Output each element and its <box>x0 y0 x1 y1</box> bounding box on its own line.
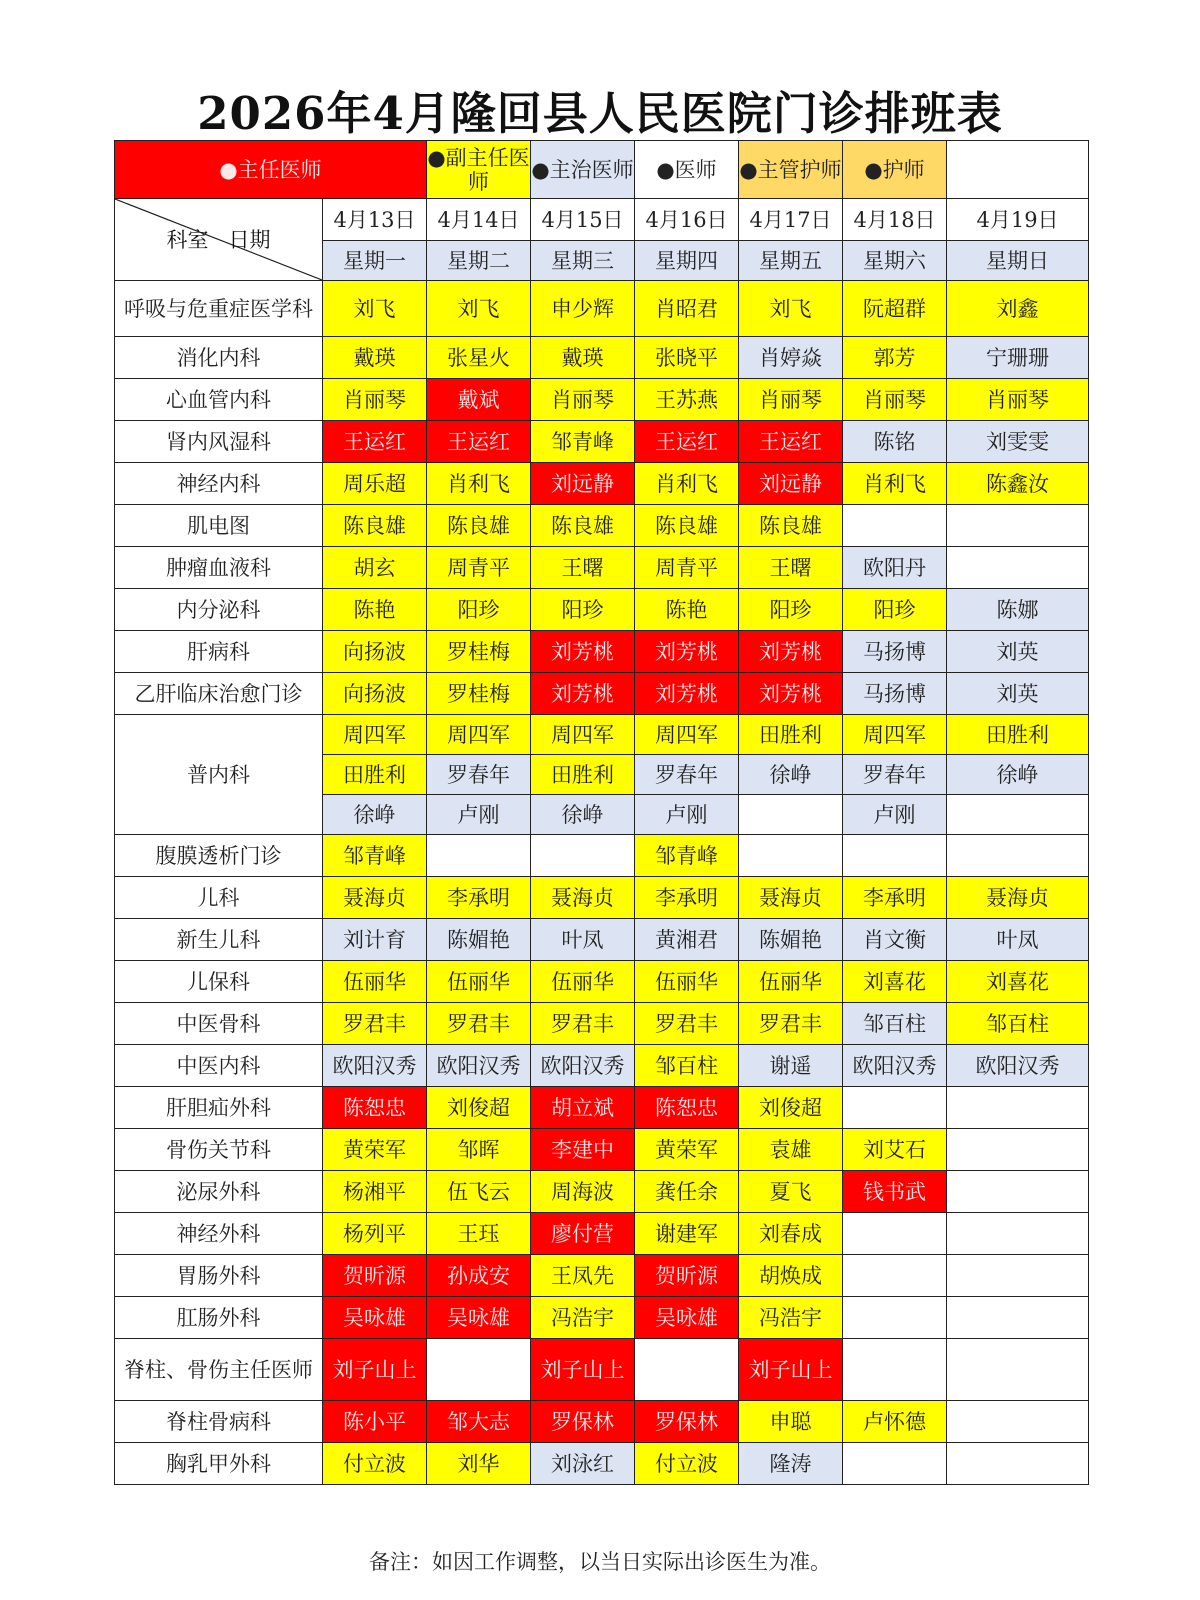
doctor-cell: 马扬博 <box>843 673 947 715</box>
doctor-cell: 吴咏雄 <box>635 1297 739 1339</box>
doctor-cell: 李建中 <box>531 1129 635 1171</box>
doctor-cell: 刘子山上 <box>323 1339 427 1401</box>
doctor-cell: 王凤先 <box>531 1255 635 1297</box>
doctor-cell <box>947 1129 1089 1171</box>
doctor-cell: 王曙 <box>531 547 635 589</box>
doctor-cell: 刘艾石 <box>843 1129 947 1171</box>
table-row <box>115 505 1089 547</box>
department-name: 骨伤关节科 <box>115 1129 323 1171</box>
doctor-cell: 欧阳汉秀 <box>947 1045 1089 1087</box>
doctor-cell: 付立波 <box>323 1443 427 1485</box>
doctor-cell: 欧阳丹 <box>843 547 947 589</box>
doctor-cell: 伍丽华 <box>323 961 427 1003</box>
doctor-cell: 刘远静 <box>531 463 635 505</box>
doctor-cell: 邹大志 <box>427 1401 531 1443</box>
doctor-cell: 邹青峰 <box>323 835 427 877</box>
department-name: 肾内风湿科 <box>115 421 323 463</box>
doctor-cell: 罗保林 <box>635 1401 739 1443</box>
diagonal-line <box>115 199 322 280</box>
doctor-cell: 刘芳桃 <box>531 631 635 673</box>
doctor-cell <box>947 1255 1089 1297</box>
page-title: 2026年4月隆回县人民医院门诊排班表 <box>197 87 1003 140</box>
department-name: 消化内科 <box>115 337 323 379</box>
doctor-cell: 肖丽琴 <box>323 379 427 421</box>
doctor-cell <box>635 1339 739 1401</box>
doctor-cell: 伍丽华 <box>531 961 635 1003</box>
doctor-cell <box>947 1339 1089 1401</box>
department-name: 肛肠外科 <box>115 1297 323 1339</box>
footnote: 备注：如因工作调整，以当日实际出诊医生为准。 <box>369 1550 831 1574</box>
doctor-cell: 肖婷焱 <box>739 337 843 379</box>
doctor-cell: 黄湘君 <box>635 919 739 961</box>
table-row <box>115 1255 1089 1297</box>
doctor-cell: 欧阳汉秀 <box>531 1045 635 1087</box>
department-name: 肿瘤血液科 <box>115 547 323 589</box>
doctor-cell: 冯浩宇 <box>739 1297 843 1339</box>
doctor-cell: 刘春成 <box>739 1213 843 1255</box>
doctor-cell: 向扬波 <box>323 631 427 673</box>
doctor-cell: 聂海贞 <box>323 877 427 919</box>
doctor-cell <box>739 835 843 877</box>
table-row <box>115 1443 1089 1485</box>
doctor-cell: 刘远静 <box>739 463 843 505</box>
department-name: 腹膜透析门诊 <box>115 835 323 877</box>
table-row <box>115 1213 1089 1255</box>
doctor-cell: 吴咏雄 <box>323 1297 427 1339</box>
table-row <box>115 673 1089 715</box>
doctor-cell: 吴咏雄 <box>427 1297 531 1339</box>
doctor-cell: 肖丽琴 <box>531 379 635 421</box>
table-row <box>115 877 1089 919</box>
table-row <box>115 463 1089 505</box>
doctor-cell: 聂海贞 <box>531 877 635 919</box>
doctor-cell: 王运红 <box>323 421 427 463</box>
doctor-cell: 卢刚 <box>843 795 947 835</box>
doctor-cell: 刘飞 <box>427 281 531 337</box>
doctor-cell: 戴瑛 <box>531 337 635 379</box>
doctor-cell: 隆涛 <box>739 1443 843 1485</box>
doctor-cell <box>843 505 947 547</box>
doctor-cell: 田胜利 <box>531 755 635 795</box>
table-row <box>115 337 1089 379</box>
doctor-cell: 戴瑛 <box>323 337 427 379</box>
doctor-cell: 王运红 <box>739 421 843 463</box>
doctor-cell: 周四军 <box>531 715 635 755</box>
corner-header <box>115 199 323 281</box>
department-name: 肌电图 <box>115 505 323 547</box>
doctor-cell: 罗桂梅 <box>427 631 531 673</box>
table-row <box>115 1297 1089 1339</box>
table-row <box>115 715 1089 755</box>
doctor-cell: 叶凤 <box>947 919 1089 961</box>
doctor-cell: 刘英 <box>947 631 1089 673</box>
doctor-cell: 欧阳汉秀 <box>427 1045 531 1087</box>
table-row <box>115 421 1089 463</box>
doctor-cell: 肖丽琴 <box>843 379 947 421</box>
doctor-cell <box>947 1401 1089 1443</box>
doctor-cell: 胡玄 <box>323 547 427 589</box>
doctor-cell: 肖利飞 <box>427 463 531 505</box>
legend-cell: ●副主任医师 <box>427 141 531 199</box>
doctor-cell: 周海波 <box>531 1171 635 1213</box>
doctor-cell: 陈媚艳 <box>427 919 531 961</box>
date-header: 4月19日 <box>947 199 1089 241</box>
doctor-cell: 陈良雄 <box>427 505 531 547</box>
weekday-header: 星期三 <box>531 241 635 281</box>
doctor-cell: 阳珍 <box>427 589 531 631</box>
doctor-cell: 陈艳 <box>635 589 739 631</box>
doctor-cell: 戴斌 <box>427 379 531 421</box>
doctor-cell: 肖丽琴 <box>947 379 1089 421</box>
doctor-cell: 杨列平 <box>323 1213 427 1255</box>
doctor-cell: 刘俊超 <box>739 1087 843 1129</box>
department-name: 内分泌科 <box>115 589 323 631</box>
doctor-cell: 陈良雄 <box>635 505 739 547</box>
doctor-cell <box>947 1213 1089 1255</box>
doctor-cell: 张晓平 <box>635 337 739 379</box>
doctor-cell: 周四军 <box>635 715 739 755</box>
department-name: 胸乳甲外科 <box>115 1443 323 1485</box>
date-header: 4月15日 <box>531 199 635 241</box>
table-row <box>115 1087 1089 1129</box>
doctor-cell: 邹青峰 <box>531 421 635 463</box>
doctor-cell: 欧阳汉秀 <box>843 1045 947 1087</box>
legend-cell: ●医师 <box>635 141 739 199</box>
table-row <box>115 835 1089 877</box>
doctor-cell <box>947 1171 1089 1213</box>
doctor-cell: 王运红 <box>427 421 531 463</box>
doctor-cell: 罗桂梅 <box>427 673 531 715</box>
doctor-cell: 谢遥 <box>739 1045 843 1087</box>
doctor-cell: 刘喜花 <box>947 961 1089 1003</box>
table-row <box>115 1171 1089 1213</box>
corner-dept-label: 科室 <box>166 227 209 252</box>
corner-date-label: 日期 <box>228 227 271 252</box>
doctor-cell: 刘芳桃 <box>739 673 843 715</box>
doctor-cell: 罗君丰 <box>427 1003 531 1045</box>
doctor-cell: 陈娜 <box>947 589 1089 631</box>
doctor-cell: 罗君丰 <box>739 1003 843 1045</box>
doctor-cell <box>843 1339 947 1401</box>
legend-cell: ●主管护师 <box>739 141 843 199</box>
doctor-cell: 周青平 <box>635 547 739 589</box>
doctor-cell: 冯浩宇 <box>531 1297 635 1339</box>
doctor-cell: 申少辉 <box>531 281 635 337</box>
doctor-cell: 李承明 <box>427 877 531 919</box>
doctor-cell: 刘飞 <box>323 281 427 337</box>
doctor-cell: 肖昭君 <box>635 281 739 337</box>
doctor-cell: 贺昕源 <box>323 1255 427 1297</box>
table-row <box>115 1045 1089 1087</box>
table-row <box>115 961 1089 1003</box>
doctor-cell: 王曙 <box>739 547 843 589</box>
doctor-cell: 刘鑫 <box>947 281 1089 337</box>
department-name: 新生儿科 <box>115 919 323 961</box>
doctor-cell: 王珏 <box>427 1213 531 1255</box>
date-header: 4月13日 <box>323 199 427 241</box>
doctor-cell: 宁珊珊 <box>947 337 1089 379</box>
doctor-cell: 罗君丰 <box>635 1003 739 1045</box>
department-name: 心血管内科 <box>115 379 323 421</box>
doctor-cell: 周四军 <box>427 715 531 755</box>
department-name: 中医骨科 <box>115 1003 323 1045</box>
legend-cell <box>947 141 1089 199</box>
department-name: 儿科 <box>115 877 323 919</box>
doctor-cell: 邹百柱 <box>947 1003 1089 1045</box>
doctor-cell: 刘飞 <box>739 281 843 337</box>
doctor-cell: 刘芳桃 <box>635 673 739 715</box>
table-row <box>115 547 1089 589</box>
doctor-cell <box>843 1297 947 1339</box>
department-name: 肝胆疝外科 <box>115 1087 323 1129</box>
doctor-cell: 陈小平 <box>323 1401 427 1443</box>
doctor-cell <box>843 1213 947 1255</box>
doctor-cell: 周青平 <box>427 547 531 589</box>
weekday-header: 星期六 <box>843 241 947 281</box>
date-header: 4月16日 <box>635 199 739 241</box>
department-name: 神经内科 <box>115 463 323 505</box>
department-name: 普内科 <box>115 715 323 835</box>
doctor-cell <box>739 795 843 835</box>
department-name: 肝病科 <box>115 631 323 673</box>
doctor-cell: 邹青峰 <box>635 835 739 877</box>
date-header: 4月18日 <box>843 199 947 241</box>
weekday-header: 星期一 <box>323 241 427 281</box>
doctor-cell <box>531 835 635 877</box>
doctor-cell: 张星火 <box>427 337 531 379</box>
doctor-cell: 马扬博 <box>843 631 947 673</box>
doctor-cell: 陈良雄 <box>323 505 427 547</box>
table-row <box>115 1401 1089 1443</box>
doctor-cell: 肖利飞 <box>843 463 947 505</box>
doctor-cell: 申聪 <box>739 1401 843 1443</box>
weekday-header: 星期日 <box>947 241 1089 281</box>
table-row <box>115 589 1089 631</box>
doctor-cell: 龚任余 <box>635 1171 739 1213</box>
doctor-cell <box>843 835 947 877</box>
table-row <box>115 281 1089 337</box>
doctor-cell: 徐峥 <box>323 795 427 835</box>
doctor-cell: 伍丽华 <box>635 961 739 1003</box>
doctor-cell: 聂海贞 <box>947 877 1089 919</box>
doctor-cell: 刘子山上 <box>531 1339 635 1401</box>
doctor-cell: 罗春年 <box>635 755 739 795</box>
legend-cell: ●主治医师 <box>531 141 635 199</box>
doctor-cell <box>947 505 1089 547</box>
doctor-cell: 罗春年 <box>843 755 947 795</box>
doctor-cell <box>427 835 531 877</box>
doctor-cell: 向扬波 <box>323 673 427 715</box>
doctor-cell: 周四军 <box>843 715 947 755</box>
doctor-cell <box>843 1087 947 1129</box>
table-row <box>115 1129 1089 1171</box>
doctor-cell: 肖利飞 <box>635 463 739 505</box>
doctor-cell: 袁雄 <box>739 1129 843 1171</box>
doctor-cell <box>947 1087 1089 1129</box>
doctor-cell: 刘芳桃 <box>531 673 635 715</box>
doctor-cell: 刘雯雯 <box>947 421 1089 463</box>
doctor-cell: 田胜利 <box>739 715 843 755</box>
table-row <box>115 1003 1089 1045</box>
doctor-cell: 廖付营 <box>531 1213 635 1255</box>
doctor-cell: 刘华 <box>427 1443 531 1485</box>
doctor-cell: 阳珍 <box>843 589 947 631</box>
doctor-cell: 徐峥 <box>947 755 1089 795</box>
doctor-cell <box>843 1255 947 1297</box>
doctor-cell: 徐峥 <box>531 795 635 835</box>
doctor-cell <box>843 1443 947 1485</box>
doctor-cell <box>947 835 1089 877</box>
date-header: 4月14日 <box>427 199 531 241</box>
doctor-cell: 卢刚 <box>427 795 531 835</box>
doctor-cell: 李承明 <box>635 877 739 919</box>
department-name: 乙肝临床治愈门诊 <box>115 673 323 715</box>
department-name: 呼吸与危重症医学科 <box>115 281 323 337</box>
doctor-cell: 黄荣军 <box>323 1129 427 1171</box>
doctor-cell: 郭芳 <box>843 337 947 379</box>
doctor-cell: 罗春年 <box>427 755 531 795</box>
doctor-cell: 陈铭 <box>843 421 947 463</box>
doctor-cell: 胡焕成 <box>739 1255 843 1297</box>
doctor-cell: 田胜利 <box>947 715 1089 755</box>
doctor-cell: 阳珍 <box>531 589 635 631</box>
doctor-cell: 肖丽琴 <box>739 379 843 421</box>
doctor-cell: 伍飞云 <box>427 1171 531 1213</box>
doctor-cell: 卢刚 <box>635 795 739 835</box>
doctor-cell: 田胜利 <box>323 755 427 795</box>
doctor-cell: 付立波 <box>635 1443 739 1485</box>
department-name: 中医内科 <box>115 1045 323 1087</box>
doctor-cell: 夏飞 <box>739 1171 843 1213</box>
doctor-cell: 刘英 <box>947 673 1089 715</box>
doctor-cell <box>947 1297 1089 1339</box>
doctor-cell: 陈恕忠 <box>323 1087 427 1129</box>
doctor-cell: 贺昕源 <box>635 1255 739 1297</box>
doctor-cell: 刘俊超 <box>427 1087 531 1129</box>
doctor-cell: 李承明 <box>843 877 947 919</box>
date-header: 4月17日 <box>739 199 843 241</box>
department-name: 泌尿外科 <box>115 1171 323 1213</box>
doctor-cell: 刘子山上 <box>739 1339 843 1401</box>
doctor-cell: 肖文衡 <box>843 919 947 961</box>
doctor-cell: 陈鑫汝 <box>947 463 1089 505</box>
doctor-cell: 刘计育 <box>323 919 427 961</box>
doctor-cell: 胡立斌 <box>531 1087 635 1129</box>
doctor-cell: 阳珍 <box>739 589 843 631</box>
table-row <box>115 379 1089 421</box>
doctor-cell: 杨湘平 <box>323 1171 427 1213</box>
doctor-cell: 钱书武 <box>843 1171 947 1213</box>
doctor-cell: 王运红 <box>635 421 739 463</box>
department-name: 儿保科 <box>115 961 323 1003</box>
doctor-cell: 刘泳红 <box>531 1443 635 1485</box>
doctor-cell <box>427 1339 531 1401</box>
doctor-cell: 周乐超 <box>323 463 427 505</box>
table-row <box>115 919 1089 961</box>
doctor-cell: 罗君丰 <box>531 1003 635 1045</box>
legend-cell: ●护师 <box>843 141 947 199</box>
table-row <box>115 1339 1089 1401</box>
doctor-cell: 刘芳桃 <box>739 631 843 673</box>
doctor-cell: 刘芳桃 <box>635 631 739 673</box>
doctor-cell: 孙成安 <box>427 1255 531 1297</box>
department-name: 神经外科 <box>115 1213 323 1255</box>
doctor-cell: 陈媚艳 <box>739 919 843 961</box>
doctor-cell: 罗保林 <box>531 1401 635 1443</box>
doctor-cell: 伍丽华 <box>739 961 843 1003</box>
doctor-cell: 邹百柱 <box>635 1045 739 1087</box>
doctor-cell: 欧阳汉秀 <box>323 1045 427 1087</box>
department-name: 脊柱、骨伤主任医师 <box>115 1339 323 1401</box>
weekday-header: 星期二 <box>427 241 531 281</box>
doctor-cell: 邹晖 <box>427 1129 531 1171</box>
doctor-cell: 徐峥 <box>739 755 843 795</box>
doctor-cell <box>947 795 1089 835</box>
schedule-table <box>114 140 1089 1485</box>
doctor-cell: 邹百柱 <box>843 1003 947 1045</box>
doctor-cell: 陈良雄 <box>739 505 843 547</box>
doctor-cell: 黄荣军 <box>635 1129 739 1171</box>
doctor-cell: 卢怀德 <box>843 1401 947 1443</box>
doctor-cell: 阮超群 <box>843 281 947 337</box>
doctor-cell: 王苏燕 <box>635 379 739 421</box>
weekday-header: 星期五 <box>739 241 843 281</box>
table-row <box>115 631 1089 673</box>
doctor-cell: 陈恕忠 <box>635 1087 739 1129</box>
department-name: 脊柱骨病科 <box>115 1401 323 1443</box>
doctor-cell: 罗君丰 <box>323 1003 427 1045</box>
doctor-cell: 伍丽华 <box>427 961 531 1003</box>
doctor-cell: 周四军 <box>323 715 427 755</box>
doctor-cell: 聂海贞 <box>739 877 843 919</box>
doctor-cell: 谢建军 <box>635 1213 739 1255</box>
doctor-cell: 陈良雄 <box>531 505 635 547</box>
weekday-header: 星期四 <box>635 241 739 281</box>
doctor-cell <box>947 547 1089 589</box>
legend-cell: ●主任医师 <box>115 141 427 199</box>
doctor-cell: 刘喜花 <box>843 961 947 1003</box>
doctor-cell: 陈艳 <box>323 589 427 631</box>
department-name: 胃肠外科 <box>115 1255 323 1297</box>
doctor-cell: 叶凤 <box>531 919 635 961</box>
doctor-cell <box>947 1443 1089 1485</box>
